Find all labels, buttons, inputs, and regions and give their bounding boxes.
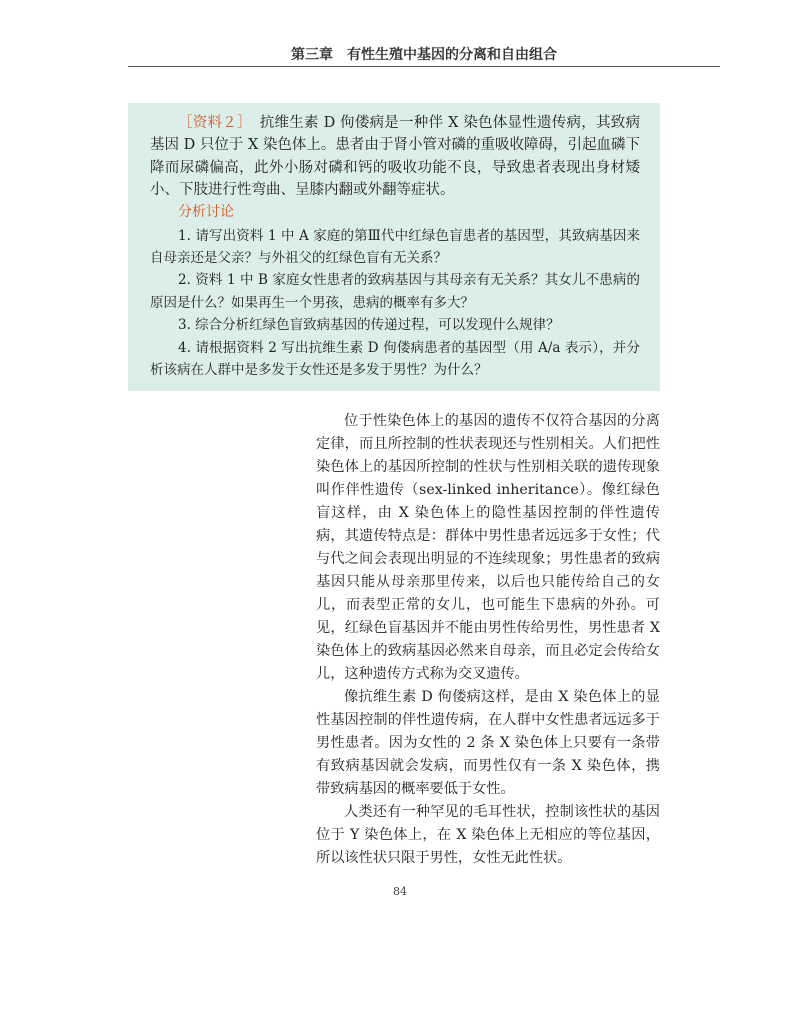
body-paragraph-3: 人类还有一种罕见的毛耳性状，控制该性状的基因位于 Y 染色体上，在 X 染色体上无相应的等位基因，所以该性状只限于男性，女性无此性状。 bbox=[316, 804, 660, 866]
question-4: 4. 请根据资料 2 写出抗维生素 D 佝偻病患者的基因型（用 A/a 表示），并分析该病在人群中是多发于女性还是多发于男性？为什么？ bbox=[150, 339, 640, 379]
material-tag: ［资料２］ bbox=[178, 115, 252, 131]
chapter-header: 第三章 有性生殖中基因的分离和自由组合 bbox=[128, 44, 720, 67]
question-2: 2. 资料 1 中 B 家庭女性患者的致病基因与其母亲有无关系？其女儿不患病的原因是什么？如果再生一个男孩，患病的概率有多大？ bbox=[150, 272, 640, 311]
body-paragraph-2: 像抗维生素 D 佝偻病这样，是由 X 染色体上的显性基因控制的伴性遗传病，在人群中女性患者远远多于男性患者。因为女性的 2 条 X 染色体上只要有一条带有致病基因就会发病，而男性仅有一条 X 染色体，携带致病基因的概率要低于女性。 bbox=[316, 689, 660, 797]
page-number: 84 bbox=[393, 885, 407, 898]
material-2-text: 抗维生素 D 佝偻病是一种伴 X 染色体显性遗传病，其致病基因 D 只位于 X 染色体上。患者由于肾小管对磷的重吸收障碍，引起血磷下降而尿磷偏高，此外小肠对磷和钙的吸收功能不良，导致患者表现出身材矮小、下肢进行性弯曲、呈膝内翻或外翻等症状。 bbox=[150, 115, 640, 199]
main-text bbox=[316, 410, 660, 870]
analysis-title: 分析讨论 bbox=[178, 203, 234, 220]
question-3: 3. 综合分析红绿色盲致病基因的传递过程，可以发现什么规律？ bbox=[178, 317, 560, 334]
question-1: 1. 请写出资料 1 中 A 家庭的第Ⅲ代中红绿色盲患者的基因型，其致病基因来自母亲还是父亲？与外祖父的红绿色盲有无关系？ bbox=[150, 227, 640, 267]
body-paragraph-1: 位于性染色体上的基因的遗传不仅符合基因的分离定律，而且所控制的性状表现还与性别相关。人们把性染色体上的基因所控制的性状与性别相关联的遗传现象叫作伴性遗传（sex-linked inheritance）。像红绿色盲这样，由 X 染色体上的隐性基因控制的伴性遗传病，其遗传特点是：群体中男性患者远远多于女性；代与代之间会表现出明显的不连续现象；男性患者的致病基因只能从母亲那里传来，以后也只能传给自己的女儿，而表型正常的女儿，也可能生下患病的外孙。可见，红绿色盲基因并不能由男性传给男性，男性患者 X 染色体上的致病基因必然来自母亲，而且必定会传给女儿，这种遗传方式称为交叉遗传。 bbox=[316, 413, 660, 682]
material-2-paragraph bbox=[150, 112, 640, 202]
material-box bbox=[128, 103, 660, 391]
